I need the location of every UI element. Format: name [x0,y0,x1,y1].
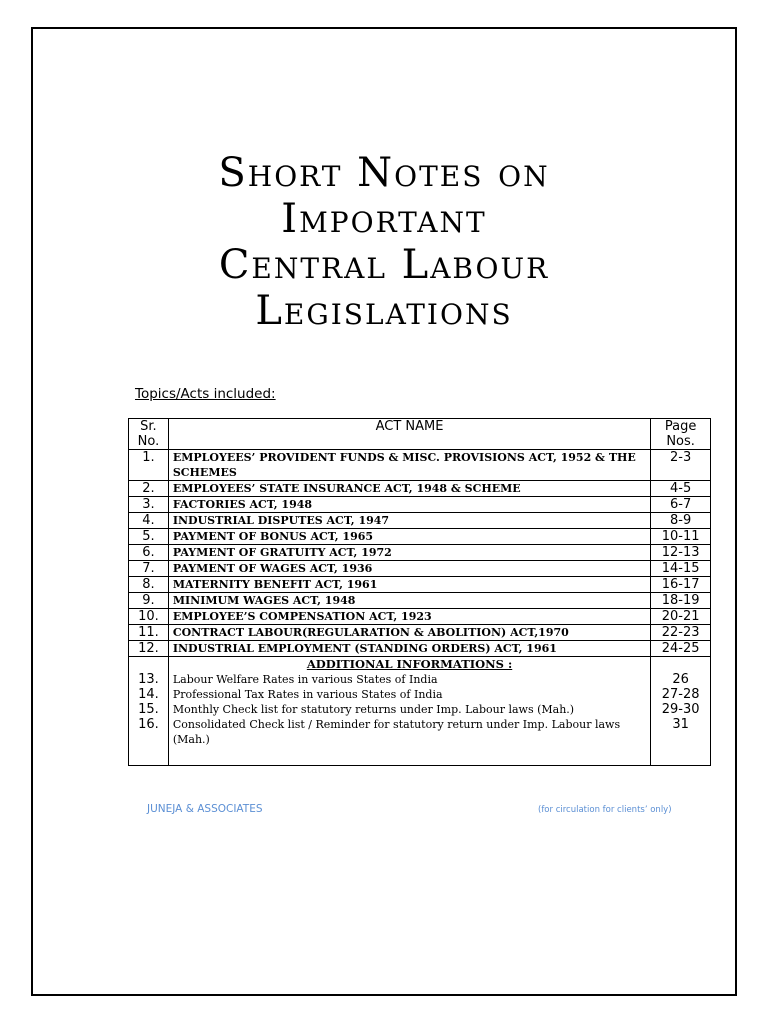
additional-item: Consolidated Check list / Reminder for statutory return under Imp. Labour laws (Mah.) [172,718,621,746]
header-act: ACT NAME [168,419,650,450]
row-sr-cell: 3. [129,497,169,513]
row-page-cell: 22-23 [651,625,711,641]
title-line: Legislations [255,288,513,334]
row-act-cell: PAYMENT OF WAGES ACT, 1936 [168,561,650,577]
row-sr-cell: 4. [129,513,169,529]
additional-item: Monthly Check list for statutory returns under Imp. Labour laws (Mah.) [172,703,575,716]
additional-sr: 16. [138,717,159,732]
row-page-cell: 24-25 [651,641,711,657]
table-row [129,593,711,609]
row-act-cell: EMPLOYEE’S COMPENSATION ACT, 1923 [168,609,650,625]
additional-sr: 15. [138,702,159,717]
row-page-cell: 4-5 [651,481,711,497]
additional-act-cell [168,657,650,766]
table-row [129,641,711,657]
row-sr-cell: 8. [129,577,169,593]
table-row [129,609,711,625]
acts-table [128,418,711,766]
table-row [129,450,711,481]
additional-heading: ADDITIONAL INFORMATIONS : [306,657,513,671]
row-act-cell: MINIMUM WAGES ACT, 1948 [168,593,650,609]
row-sr-cell: 5. [129,529,169,545]
row-act-cell: EMPLOYEES’ PROVIDENT FUNDS & MISC. PROVISIONS ACT, 1952 & THE SCHEMES [168,450,650,481]
table-row [129,625,711,641]
row-page-cell: 14-15 [651,561,711,577]
row-page-cell: 2-3 [651,450,711,481]
table-header-row [129,419,711,450]
additional-page-cell [651,657,711,766]
footer-circulation-note: (for circulation for clients’ only) [538,805,672,815]
row-sr-cell: 7. [129,561,169,577]
row-act-cell: INDUSTRIAL DISPUTES ACT, 1947 [168,513,650,529]
document-title [0,150,768,334]
row-act-cell: CONTRACT LABOUR(REGULARATION & ABOLITION) ACT,1970 [168,625,650,641]
row-page-cell: 6-7 [651,497,711,513]
row-page-cell: 18-19 [651,593,711,609]
row-page-cell: 12-13 [651,545,711,561]
table-row [129,529,711,545]
additional-page: 31 [672,717,689,732]
title-line: Important [281,196,487,242]
row-act-cell: MATERNITY BENEFIT ACT, 1961 [168,577,650,593]
row-act-cell: INDUSTRIAL EMPLOYMENT (STANDING ORDERS) ACT, 1961 [168,641,650,657]
row-act-cell: PAYMENT OF GRATUITY ACT, 1972 [168,545,650,561]
row-act-cell: FACTORIES ACT, 1948 [168,497,650,513]
row-page-cell: 10-11 [651,529,711,545]
row-sr-cell: 6. [129,545,169,561]
row-sr-cell: 10. [129,609,169,625]
header-sr: Sr. No. [129,419,169,450]
header-page: Page Nos. [651,419,711,450]
table-row [129,497,711,513]
footer-firm-name: JUNEJA & ASSOCIATES [147,803,263,815]
row-sr-cell: 2. [129,481,169,497]
table-row [129,481,711,497]
table-row [129,561,711,577]
additional-row [129,657,711,766]
additional-page: 27-28 [661,687,700,702]
table-row [129,545,711,561]
table-row [129,513,711,529]
additional-sr-cell [129,657,169,766]
topics-label: Topics/Acts included: [135,386,276,402]
row-page-cell: 20-21 [651,609,711,625]
row-act-cell: PAYMENT OF BONUS ACT, 1965 [168,529,650,545]
acts-table-body [129,450,711,657]
additional-sr: 14. [138,687,159,702]
row-page-cell: 16-17 [651,577,711,593]
row-sr-cell: 12. [129,641,169,657]
row-sr-cell: 1. [129,450,169,481]
row-page-cell: 8-9 [651,513,711,529]
additional-page: 29-30 [661,702,700,717]
additional-section [129,657,711,766]
row-sr-cell: 11. [129,625,169,641]
additional-page: 26 [672,672,689,687]
row-act-cell: EMPLOYEES’ STATE INSURANCE ACT, 1948 & SCHEME [168,481,650,497]
title-line: Central Labour [218,242,550,288]
additional-item: Professional Tax Rates in various States of India [172,688,443,701]
row-sr-cell: 9. [129,593,169,609]
title-line: Short Notes on [218,150,550,196]
additional-item: Labour Welfare Rates in various States of India [172,673,438,686]
additional-sr: 13. [138,672,159,687]
table-row [129,577,711,593]
